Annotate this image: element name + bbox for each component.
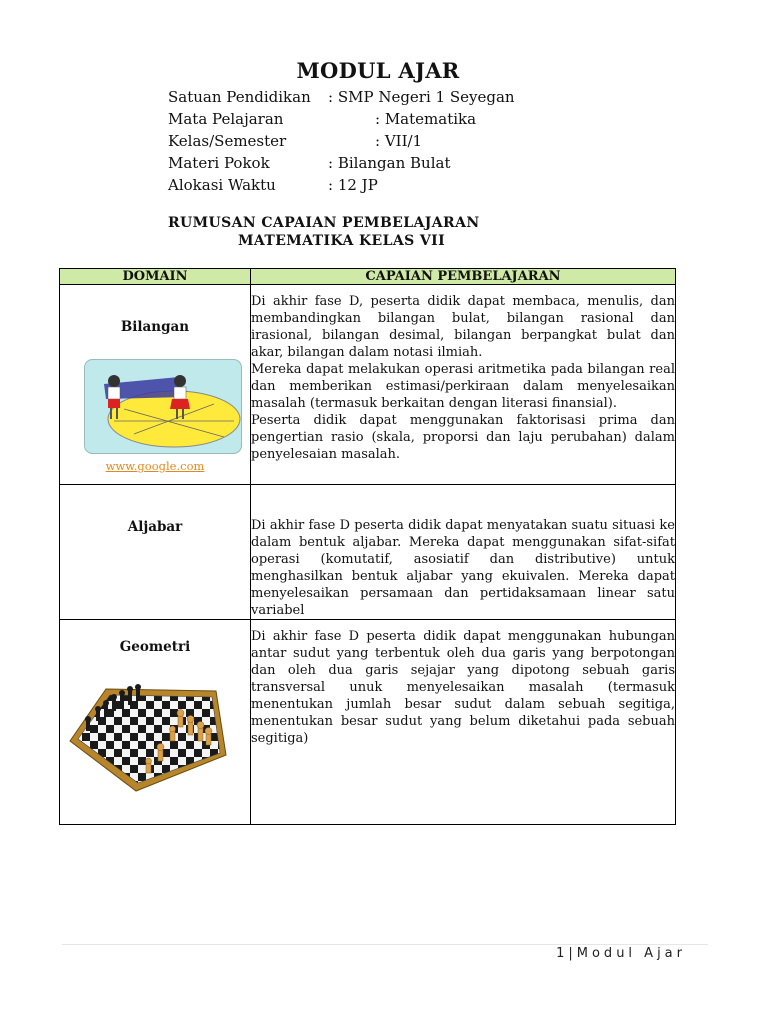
footer-separator: |	[568, 946, 577, 961]
page-footer	[556, 946, 686, 961]
page-number: 1	[556, 946, 569, 961]
info-label: Alokasi Waktu	[168, 176, 276, 194]
table-row	[60, 285, 676, 485]
table-header-row	[60, 269, 676, 285]
info-value: : Bilangan Bulat	[328, 154, 451, 172]
table-row	[60, 620, 676, 825]
image-source-link[interactable]: www.google.com	[105, 459, 205, 473]
capaian-paragraph: Peserta didik dapat menggunakan faktorisasi prima dan pengertian rasio (skala, proporsi dan laju perubahan) dalam penyelesaian masalah.	[251, 413, 675, 462]
capaian-paragraph: Di akhir fase D, peserta didik dapat membaca, menulis, dan membandingkan bilangan bulat, bilangan rasional dan irasional, bilangan desimal, bilangan berpangkat bulat dan akar, bilangan dalam notasi ilmiah.	[251, 294, 675, 360]
info-label: Materi Pokok	[168, 154, 270, 172]
info-value: : SMP Negeri 1 Seyegan	[328, 88, 515, 106]
section-heading-line1: RUMUSAN CAPAIAN PEMBELAJARAN	[168, 215, 480, 231]
table-row	[60, 485, 676, 620]
info-value: : 12 JP	[328, 176, 378, 194]
domain-cell	[60, 620, 251, 825]
capaian-paragraph: Mereka dapat melakukan operasi aritmetika pada bilangan real dan memberikan estimasi/perkiraan dalam menyelesaikan masalah (termasuk berkaitan dengan literasi finansial).	[251, 362, 675, 411]
info-label: Mata Pelajaran	[168, 110, 284, 128]
footer-divider	[62, 944, 708, 945]
column-header-domain: DOMAIN	[60, 269, 251, 285]
info-label: Satuan Pendidikan	[168, 88, 311, 106]
info-label: Kelas/Semester	[168, 132, 287, 150]
column-header-capaian: CAPAIAN PEMBELAJARAN	[251, 269, 676, 285]
capaian-cell	[251, 485, 676, 620]
domain-label: Bilangan	[120, 319, 190, 335]
document-title: MODUL AJAR	[296, 58, 460, 83]
capaian-cell	[251, 285, 676, 485]
footer-label: Modul Ajar	[576, 946, 686, 961]
capaian-cell	[251, 620, 676, 825]
domain-cell	[60, 285, 251, 485]
section-heading-line2: MATEMATIKA KELAS VII	[238, 233, 446, 249]
capaian-paragraph: Di akhir fase D peserta didik dapat menggunakan hubungan antar sudut yang terbentuk oleh dua garis yang berpotongan dan oleh dua garis sejajar yang dipotong sebuah garis transversal unuk menyelesaikan masalah (termasuk menentukan jumlah besar sudut dalam sebuah segitiga, menentukan besar sudut yang belum diketahui pada sebuah segitiga)	[251, 629, 675, 746]
domain-label: Geometri	[119, 639, 191, 655]
info-value: : Matematika	[375, 110, 477, 128]
domain-cell	[60, 485, 251, 620]
chessboard-illustration	[66, 669, 230, 799]
number-line-illustration	[84, 359, 242, 454]
capaian-paragraph: Di akhir fase D peserta didik dapat menyatakan suatu situasi ke dalam bentuk aljabar. Mereka dapat menggunakan sifat-sifat operasi (komutatif, asosiatif dan distributive) untuk menghasilkan bentuk aljabar yang ekuivalen. Mereka dapat menyelesaikan persamaan dan pertidaksamaan linear satu variabel	[251, 518, 675, 618]
info-value: : VII/1	[375, 132, 423, 150]
domain-label: Aljabar	[127, 519, 183, 535]
capaian-table	[59, 268, 676, 825]
